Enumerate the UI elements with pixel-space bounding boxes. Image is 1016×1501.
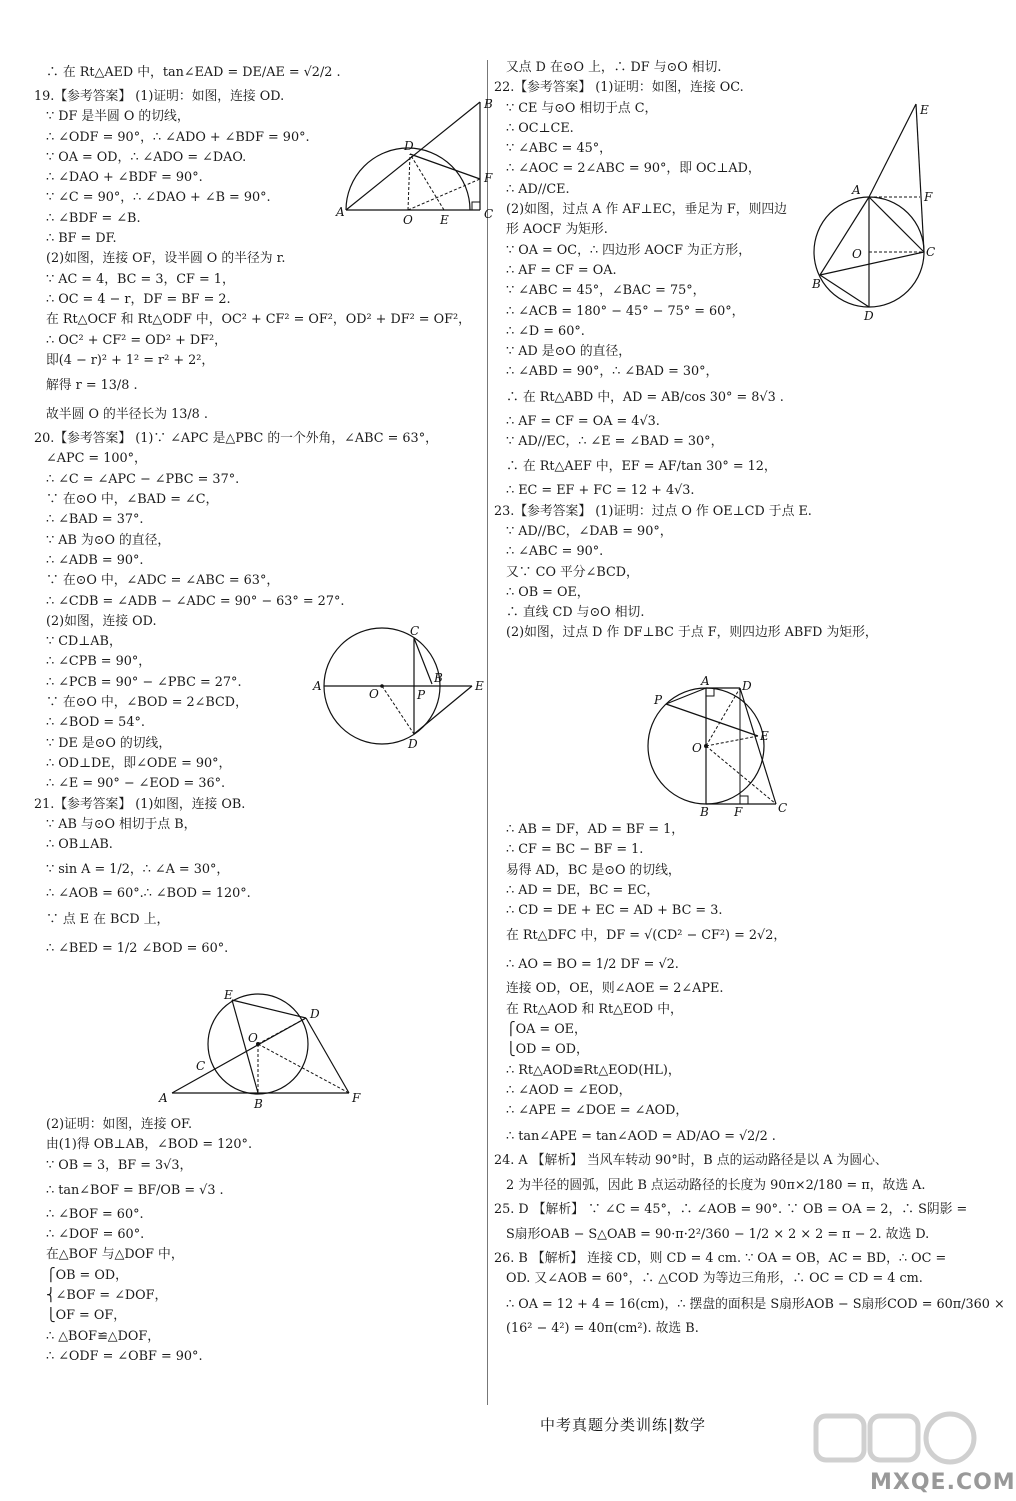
- left-column-line: ∴ ∠ADB = 90°.: [46, 552, 144, 568]
- fig21-label-a: A: [159, 1091, 168, 1105]
- figure-20: [304, 626, 484, 756]
- left-column-line: ∴ ∠PCB = 90° − ∠PBC = 27°.: [46, 674, 242, 690]
- right-column-line: S扇形OAB − S△OAB = 90·π·2²/360 − 1/2 × 2 × 2 = π − 2. 故选 D.: [506, 1227, 930, 1243]
- fig23-label-p: P: [654, 693, 663, 707]
- left-column-line: ∴ ∠BOD = 54°.: [46, 715, 145, 731]
- left-column-line: ∴ ∠DAO + ∠BDF = 90°.: [46, 170, 203, 186]
- right-column-text-b: [494, 820, 1005, 1339]
- figure-20-svg: [304, 626, 484, 756]
- left-column-line: ∴ ∠CPB = 90°，: [46, 654, 152, 670]
- fig19-label-d: D: [404, 139, 414, 153]
- right-column: [494, 58, 1005, 1336]
- page-footer: 中考真题分类训练|数学: [540, 1416, 707, 1434]
- left-column-line: ∵ AB 为⊙O 的直径，: [46, 532, 171, 548]
- fig22-line-ea: [869, 104, 916, 197]
- fig22-label-d: D: [864, 309, 874, 323]
- left-column-line: ⎩OF = OF，: [46, 1308, 126, 1324]
- left-column-line: ∵ 在⊙O 中，∠BOD = 2∠BCD，: [46, 695, 248, 711]
- left-column-line: 21.【参考答案】 (1)如图，连接 OB.: [34, 796, 246, 812]
- left-column-line: 20.【参考答案】 (1)∵ ∠APC 是△PBC 的一个外角，∠ABC = 63°，: [34, 431, 438, 447]
- right-column-line: (2)如图，过点 D 作 DF⊥BC 于点 F，则四边形 ABFD 为矩形，: [506, 625, 878, 641]
- right-column-line: ∴ 在 Rt△AEF 中，EF = AF/tan 30° = 12，: [506, 459, 777, 475]
- fig23-line-pa: [666, 688, 706, 704]
- fig21-line-ed: [232, 1000, 306, 1018]
- right-column-line: ⎧OA = OE，: [506, 1022, 587, 1038]
- fig22-line-bc: [820, 252, 924, 275]
- right-column-line: ∵ ∠ABC = 45°，: [506, 141, 612, 157]
- right-column-line: ∵ AD//EC，∴ ∠E = ∠BAD = 30°，: [506, 434, 724, 450]
- watermark-text: MXQE.COM: [870, 1470, 1016, 1495]
- fig23-label-d: D: [742, 679, 752, 693]
- fig21-label-d: D: [310, 1007, 320, 1021]
- fig19-line-ab: [346, 102, 480, 210]
- right-column-line: ∴ OC⊥CE.: [506, 120, 574, 136]
- right-column-line: 24. A 【解析】 当风车转动 90°时，B 点的运动路径是以 A 为圆心、: [494, 1152, 888, 1168]
- left-column-line: ∴ ∠BOF = 60°.: [46, 1206, 144, 1222]
- right-column-line: ∴ AD//CE.: [506, 181, 570, 197]
- left-column-line: 解得 r = 13/8 .: [46, 378, 138, 394]
- fig21-line-df: [306, 1018, 349, 1093]
- right-column-line: ∴ AB = DF，AD = BF = 1，: [506, 822, 685, 837]
- right-column-line: 又∵ CO 平分∠BCD，: [506, 564, 639, 580]
- left-column-line: ∴ ∠ODF = ∠OBF = 90°.: [46, 1348, 203, 1364]
- fig23-center-dot: [704, 744, 708, 748]
- fig19-line-df: [410, 154, 480, 179]
- fig23-label-c: C: [778, 801, 788, 815]
- fig22-label-a: A: [852, 183, 861, 197]
- right-column-line: ⎩OD = OD，: [506, 1042, 589, 1058]
- right-column-line: ∴ AF = CF = OA.: [506, 262, 617, 278]
- right-column-line: ∴ 在 Rt△ABD 中，AD = AB/cos 30° = 8√3 .: [506, 389, 784, 405]
- right-column-line: ∵ CE 与⊙O 相切于点 C，: [506, 100, 658, 116]
- right-column-line: ∴ AD = DE，BC = EC，: [506, 882, 660, 898]
- right-column-line: ∴ ∠ACB = 180° − 45° − 75° = 60°，: [506, 303, 745, 319]
- fig23-line-dc: [740, 688, 776, 804]
- fig22-line-ac: [869, 197, 924, 252]
- figure-21: [154, 990, 374, 1120]
- fig20-label-c: C: [410, 624, 420, 638]
- fig21-label-c: C: [196, 1059, 206, 1073]
- left-column-line: ∵ OA = OD，∴ ∠ADO = ∠DAO.: [46, 149, 247, 165]
- right-column-line: 22.【参考答案】 (1)证明：如图，连接 OC.: [494, 80, 744, 96]
- figure-23: [644, 674, 804, 819]
- left-column-line: ∴ ∠BED = 1/2 ∠BOD = 60°.: [46, 940, 229, 956]
- figure-23-svg: [644, 674, 804, 819]
- left-column-line: ∵ AB 与⊙O 相切于点 B，: [46, 816, 197, 832]
- left-column-line: ∴ ∠C = ∠APC − ∠PBC = 37°.: [46, 471, 240, 487]
- fig20-label-b: B: [434, 671, 443, 685]
- fig19-right-angle: [472, 202, 480, 210]
- fig20-label-d: D: [408, 737, 418, 751]
- left-column-line: ∴ ∠E = 90° − ∠EOD = 36°.: [46, 776, 226, 792]
- fig22-line-ec: [916, 104, 924, 252]
- fig22-line-bd: [820, 275, 869, 307]
- left-column-line: ⎧OB = OD，: [46, 1267, 128, 1283]
- fig19-label-e: E: [440, 213, 449, 227]
- right-column-line: ∴ ∠D = 60°.: [506, 323, 585, 339]
- left-column-line: 在 Rt△OCF 和 Rt△ODF 中，OC² + CF² = OF²，OD² + DF² = OF²，: [46, 312, 471, 328]
- left-column-line: ∴ ∠BAD = 37°.: [46, 512, 144, 528]
- fig19-label-f: F: [484, 171, 493, 185]
- left-column-line: ∴ 在 Rt△AED 中，tan∠EAD = DE/AE = √2/2 .: [46, 65, 341, 80]
- fig22-label-b: B: [812, 277, 821, 291]
- left-column-line: ∵ ∠C = 90°，∴ ∠DAO + ∠B = 90°.: [46, 190, 271, 206]
- fig20-label-p: P: [417, 688, 426, 702]
- fig21-line-od: [258, 1018, 306, 1044]
- fig20-label-e: E: [475, 679, 484, 693]
- fig20-label-o: O: [369, 687, 379, 701]
- fig23-label-o: O: [692, 741, 702, 755]
- left-column-line: ∴ OC = 4 − r，DF = BF = 2.: [46, 291, 231, 307]
- left-column-line: ∵ AC = 4，BC = 3，CF = 1，: [46, 271, 235, 287]
- figure-19-svg: [334, 97, 494, 270]
- left-column-line: (2)如图，连接 OF，设半圆 O 的半径为 r.: [46, 251, 286, 267]
- left-column-text-b: [34, 1115, 482, 1367]
- right-column-line: ∴ ∠AOD = ∠EOD，: [506, 1082, 632, 1098]
- left-column-line: ∵ 在⊙O 中，∠ADC = ∠ABC = 63°，: [46, 573, 280, 589]
- right-column-line: ∵ AD//BC，∠DAB = 90°，: [506, 523, 673, 539]
- left-column-line: ∵ CD⊥AB，: [46, 634, 122, 650]
- left-column-line: ∴ tan∠BOF = BF/OB = √3 .: [46, 1182, 224, 1198]
- left-column-line: ∴ ∠BDF = ∠B.: [46, 210, 141, 226]
- left-column-line: 在△BOF 与△DOF 中，: [46, 1247, 184, 1263]
- right-column-line: ∴ 直线 CD 与⊙O 相切.: [506, 605, 645, 621]
- fig19-line-od: [408, 154, 410, 210]
- left-column-line: ∵ DE 是⊙O 的切线，: [46, 735, 172, 751]
- right-column-line: 连接 OD，OE，则∠AOE = 2∠APE.: [506, 981, 724, 997]
- fig23-label-b: B: [700, 805, 709, 819]
- fig19-label-o: O: [403, 213, 413, 227]
- left-column-line: ∵ OB = 3，BF = 3√3，: [46, 1157, 193, 1173]
- right-column-line: 26. B 【解析】 连接 CD，则 CD = 4 cm. ∵ OA = OB，AC = BD，∴ OC =: [494, 1251, 947, 1267]
- left-column-line: ∴ ∠DOF = 60°.: [46, 1227, 145, 1243]
- left-column-line: ∴ △BOF≌△DOF，: [46, 1328, 161, 1344]
- left-column-line: ∴ OC² + CF² = OD² + DF²，: [46, 332, 227, 348]
- figure-19: [334, 97, 494, 270]
- left-column-line: 即(4 − r)² + 1² = r² + 2²，: [46, 352, 215, 368]
- fig21-label-e: E: [224, 988, 233, 1002]
- figure-22: [812, 102, 982, 322]
- right-column-line: 又点 D 在⊙O 上，∴ DF 与⊙O 相切.: [506, 60, 722, 75]
- right-column-line: 在 Rt△DFC 中，DF = √(CD² − CF²) = 2√2，: [506, 928, 787, 944]
- right-column-line: 形 AOCF 为矩形.: [506, 222, 608, 238]
- right-column-line: ∴ OA = 12 + 4 = 16(cm)，∴ 摆盘的面积是 S扇形AOB − S扇形COD = 60π/360 ×: [506, 1296, 1005, 1312]
- right-column-line: 23.【参考答案】 (1)证明：过点 O 作 OE⊥CD 于点 E.: [494, 503, 812, 519]
- fig19-semicircle: [346, 148, 470, 210]
- fig20-line-od: [382, 686, 414, 734]
- right-column-line: (2)如图，过点 A 作 AF⊥EC，垂足为 F，则四边: [506, 202, 787, 218]
- right-column-line: ∴ CF = BC − BF = 1.: [506, 842, 644, 858]
- left-column-line: ⎨∠BOF = ∠DOF，: [46, 1288, 168, 1304]
- left-column-line: 19.【参考答案】 (1)证明：如图，连接 OD.: [34, 89, 285, 104]
- right-column-line: OD. 又∠AOB = 60°，∴ △COD 为等边三角形，∴ OC = CD = 4 cm.: [506, 1271, 923, 1287]
- fig21-label-f: F: [352, 1091, 361, 1105]
- right-column-line: ∵ AD 是⊙O 的直径，: [506, 344, 632, 360]
- right-column-line: ∵ ∠ABC = 45°，∠BAC = 75°，: [506, 283, 706, 299]
- left-column-line: 由(1)得 OB⊥AB，∠BOD = 120°.: [46, 1137, 253, 1153]
- figure-21-svg: [154, 990, 374, 1120]
- right-column-line: ∴ ∠ABD = 90°，∴ ∠BAD = 30°，: [506, 364, 719, 380]
- fig23-label-a: A: [701, 674, 710, 688]
- fig22-label-e: E: [920, 103, 929, 117]
- right-column-line: ∴ tan∠APE = tan∠AOD = AD/AO = √2/2 .: [506, 1128, 776, 1144]
- left-column: [34, 58, 494, 1364]
- right-column-line: ∴ AO = BO = 1/2 DF = √2.: [506, 957, 679, 973]
- fig19-line-of: [408, 179, 480, 210]
- right-column-line: ∴ ∠APE = ∠DOE = ∠AOD，: [506, 1103, 689, 1119]
- left-column-line: ∴ OD⊥DE，即∠ODE = 90°，: [46, 755, 232, 771]
- left-column-line: ∵ DF 是半圆 O 的切线，: [46, 109, 190, 125]
- right-column-line: ∴ Rt△AOD≌Rt△EOD(HL)，: [506, 1062, 681, 1078]
- fig23-right-angle-a: [706, 688, 714, 696]
- fig23-label-f: F: [734, 805, 743, 819]
- right-column-line: 25. D 【解析】 ∵ ∠C = 45°，∴ ∠AOB = 90°. ∵ OB = OA = 2，∴ S阴影 =: [494, 1201, 968, 1217]
- left-column-line: ∠APC = 100°，: [46, 451, 147, 467]
- fig19-label-c: C: [484, 207, 494, 221]
- left-column-line: (2)证明：如图，连接 OF.: [46, 1117, 193, 1132]
- left-column-line: 故半圆 O 的半径长为 13/8 .: [46, 407, 208, 423]
- left-column-line: (2)如图，连接 OD.: [46, 613, 157, 629]
- fig21-label-b: B: [254, 1097, 263, 1111]
- fig22-line-ab: [820, 197, 869, 275]
- fig22-label-o: O: [852, 247, 862, 261]
- right-column-line: ∴ CD = DE + EC = AD + BC = 3.: [506, 903, 723, 919]
- fig22-label-c: C: [926, 245, 936, 259]
- left-column-line: ∴ ∠AOB = 60°.∴ ∠BOD = 120°.: [46, 886, 251, 902]
- right-column-line: 易得 AD，BC 是⊙O 的切线，: [506, 862, 681, 878]
- fig21-label-o: O: [248, 1031, 258, 1045]
- right-column-line: ∵ OA = OC，∴ 四边形 AOCF 为正方形，: [506, 242, 752, 258]
- left-column-line: ∴ BF = DF.: [46, 231, 117, 247]
- right-column-line: 2 为半径的圆弧，因此 B 点运动路径的长度为 90π×2/180 = π，故选 A.: [506, 1177, 926, 1193]
- right-column-line: ∴ AF = CF = OA = 4√3.: [506, 413, 660, 429]
- fig19-label-a: A: [336, 205, 345, 219]
- fig20-center-dot: [380, 684, 384, 688]
- fig23-line-oe: [706, 736, 758, 746]
- figure-22-svg: [812, 102, 982, 322]
- fig20-label-a: A: [313, 679, 322, 693]
- fig23-line-od: [706, 688, 740, 746]
- left-column-line: ∵ 在⊙O 中，∠BAD = ∠C，: [46, 492, 219, 508]
- right-column-line: ∴ OB = OE，: [506, 584, 590, 600]
- right-column-line: ∴ ∠AOC = 2∠ABC = 90°，即 OC⊥AD，: [506, 161, 761, 177]
- left-column-line: ∴ ∠CDB = ∠ADB − ∠ADC = 90° − 63° = 27°.: [46, 593, 345, 609]
- right-column-line: (16² − 4²) = 40π(cm²). 故选 B.: [506, 1320, 699, 1336]
- left-column-line: ∴ ∠ODF = 90°，∴ ∠ADO + ∠BDF = 90°.: [46, 129, 310, 145]
- fig23-line-pe: [666, 704, 758, 736]
- right-column-line: ∴ EC = EF + FC = 12 + 4√3.: [506, 483, 695, 499]
- fig23-right-angle-f: [740, 796, 748, 804]
- right-column-line: ∴ ∠ABC = 90°.: [506, 544, 604, 560]
- fig23-label-e: E: [760, 729, 769, 743]
- left-column-line: ∴ OB⊥AB.: [46, 837, 113, 853]
- right-column-line: 在 Rt△AOD 和 Rt△EOD 中，: [506, 1001, 683, 1017]
- left-column-line: ∵ sin A = 1/2，∴ ∠A = 30°，: [46, 862, 230, 878]
- fig23-line-oc: [706, 746, 776, 804]
- left-column-line: ∵ 点 E 在 BCD 上，: [46, 911, 170, 927]
- fig19-label-b: B: [484, 97, 493, 111]
- fig22-label-f: F: [924, 190, 933, 204]
